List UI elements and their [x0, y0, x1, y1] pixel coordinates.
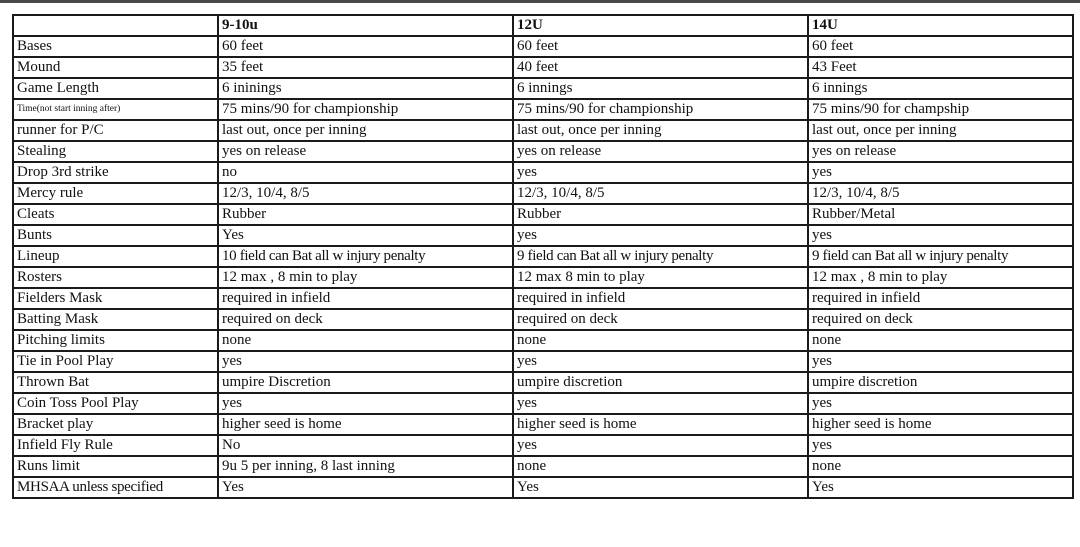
table-row	[13, 351, 1073, 372]
cell-14u: 43 Feet	[808, 57, 1073, 78]
row-label: Rosters	[13, 267, 218, 288]
cell-14u: 9 field can Bat all w injury penalty	[808, 246, 1073, 267]
cell-12u: 12/3, 10/4, 8/5	[513, 183, 808, 204]
header-12u: 12U	[513, 15, 808, 36]
header-14u: 14U	[808, 15, 1073, 36]
table-row	[13, 36, 1073, 57]
cell-14u: none	[808, 330, 1073, 351]
cell-14u: none	[808, 456, 1073, 477]
table-row	[13, 267, 1073, 288]
cell-12u: umpire discretion	[513, 372, 808, 393]
table-row	[13, 204, 1073, 225]
cell-14u: yes	[808, 351, 1073, 372]
table-header-row	[13, 15, 1073, 36]
table-row	[13, 372, 1073, 393]
cell-12u: higher seed is home	[513, 414, 808, 435]
cell-9-10u: 75 mins/90 for championship	[218, 99, 513, 120]
cell-14u: yes	[808, 435, 1073, 456]
table-row	[13, 183, 1073, 204]
top-border-line	[0, 0, 1080, 3]
cell-9-10u: yes on release	[218, 141, 513, 162]
row-label: Mercy rule	[13, 183, 218, 204]
cell-14u: 75 mins/90 for champship	[808, 99, 1073, 120]
cell-14u: Rubber/Metal	[808, 204, 1073, 225]
cell-12u: yes	[513, 225, 808, 246]
table-row	[13, 330, 1073, 351]
row-label: Runs limit	[13, 456, 218, 477]
row-label: Time(not start inning after)	[13, 99, 218, 120]
row-label: Infield Fly Rule	[13, 435, 218, 456]
header-corner-cell	[13, 15, 218, 36]
row-label: Batting Mask	[13, 309, 218, 330]
table-row	[13, 414, 1073, 435]
cell-12u: 12 max 8 min to play	[513, 267, 808, 288]
cell-14u: yes	[808, 225, 1073, 246]
cell-9-10u: 12/3, 10/4, 8/5	[218, 183, 513, 204]
table-row	[13, 288, 1073, 309]
cell-12u: 9 field can Bat all w injury penalty	[513, 246, 808, 267]
cell-14u: yes on release	[808, 141, 1073, 162]
table-row	[13, 57, 1073, 78]
row-label: runner for P/C	[13, 120, 218, 141]
row-label: Tie in Pool Play	[13, 351, 218, 372]
cell-9-10u: 35 feet	[218, 57, 513, 78]
cell-9-10u: yes	[218, 351, 513, 372]
cell-12u: 6 innings	[513, 78, 808, 99]
cell-14u: 12/3, 10/4, 8/5	[808, 183, 1073, 204]
cell-14u: 12 max , 8 min to play	[808, 267, 1073, 288]
cell-12u: yes	[513, 393, 808, 414]
cell-14u: umpire discretion	[808, 372, 1073, 393]
cell-14u: 6 innings	[808, 78, 1073, 99]
row-label: Bases	[13, 36, 218, 57]
cell-14u: required on deck	[808, 309, 1073, 330]
cell-12u: yes	[513, 435, 808, 456]
cell-14u: 60 feet	[808, 36, 1073, 57]
cell-9-10u: 6 ininings	[218, 78, 513, 99]
cell-14u: Yes	[808, 477, 1073, 498]
cell-9-10u: last out, once per inning	[218, 120, 513, 141]
cell-14u: last out, once per inning	[808, 120, 1073, 141]
cell-12u: none	[513, 330, 808, 351]
row-label: Bunts	[13, 225, 218, 246]
cell-12u: required on deck	[513, 309, 808, 330]
cell-12u: required in infield	[513, 288, 808, 309]
cell-12u: last out, once per inning	[513, 120, 808, 141]
table-row	[13, 456, 1073, 477]
row-label: Drop 3rd strike	[13, 162, 218, 183]
row-label: MHSAA unless specified	[13, 477, 218, 498]
rules-comparison-table	[12, 14, 1074, 499]
cell-9-10u: No	[218, 435, 513, 456]
table-row	[13, 246, 1073, 267]
cell-9-10u: yes	[218, 393, 513, 414]
table-row	[13, 162, 1073, 183]
cell-9-10u: none	[218, 330, 513, 351]
cell-12u: yes	[513, 162, 808, 183]
header-9-10u: 9-10u	[218, 15, 513, 36]
row-label: Cleats	[13, 204, 218, 225]
cell-12u: yes on release	[513, 141, 808, 162]
table-row	[13, 435, 1073, 456]
cell-12u: none	[513, 456, 808, 477]
row-label: Mound	[13, 57, 218, 78]
table-row	[13, 393, 1073, 414]
row-label: Pitching limits	[13, 330, 218, 351]
table-row	[13, 99, 1073, 120]
cell-9-10u: 10 field can Bat all w injury penalty	[218, 246, 513, 267]
cell-12u: yes	[513, 351, 808, 372]
table-row	[13, 309, 1073, 330]
row-label: Lineup	[13, 246, 218, 267]
cell-9-10u: 12 max , 8 min to play	[218, 267, 513, 288]
row-label: Stealing	[13, 141, 218, 162]
row-label: Coin Toss Pool Play	[13, 393, 218, 414]
table-row	[13, 120, 1073, 141]
cell-12u: 40 feet	[513, 57, 808, 78]
cell-9-10u: Rubber	[218, 204, 513, 225]
cell-9-10u: required on deck	[218, 309, 513, 330]
cell-9-10u: higher seed is home	[218, 414, 513, 435]
cell-9-10u: required in infield	[218, 288, 513, 309]
cell-14u: required in infield	[808, 288, 1073, 309]
row-label: Bracket play	[13, 414, 218, 435]
row-label: Fielders Mask	[13, 288, 218, 309]
cell-14u: yes	[808, 162, 1073, 183]
row-label: Thrown Bat	[13, 372, 218, 393]
cell-9-10u: Yes	[218, 225, 513, 246]
cell-12u: 60 feet	[513, 36, 808, 57]
cell-12u: Rubber	[513, 204, 808, 225]
cell-12u: Yes	[513, 477, 808, 498]
row-label: Game Length	[13, 78, 218, 99]
table-row	[13, 141, 1073, 162]
cell-12u: 75 mins/90 for championship	[513, 99, 808, 120]
table-row	[13, 225, 1073, 246]
table-row	[13, 78, 1073, 99]
cell-9-10u: umpire Discretion	[218, 372, 513, 393]
cell-9-10u: Yes	[218, 477, 513, 498]
cell-9-10u: no	[218, 162, 513, 183]
cell-14u: higher seed is home	[808, 414, 1073, 435]
cell-9-10u: 9u 5 per inning, 8 last inning	[218, 456, 513, 477]
cell-14u: yes	[808, 393, 1073, 414]
table-row	[13, 477, 1073, 498]
cell-9-10u: 60 feet	[218, 36, 513, 57]
